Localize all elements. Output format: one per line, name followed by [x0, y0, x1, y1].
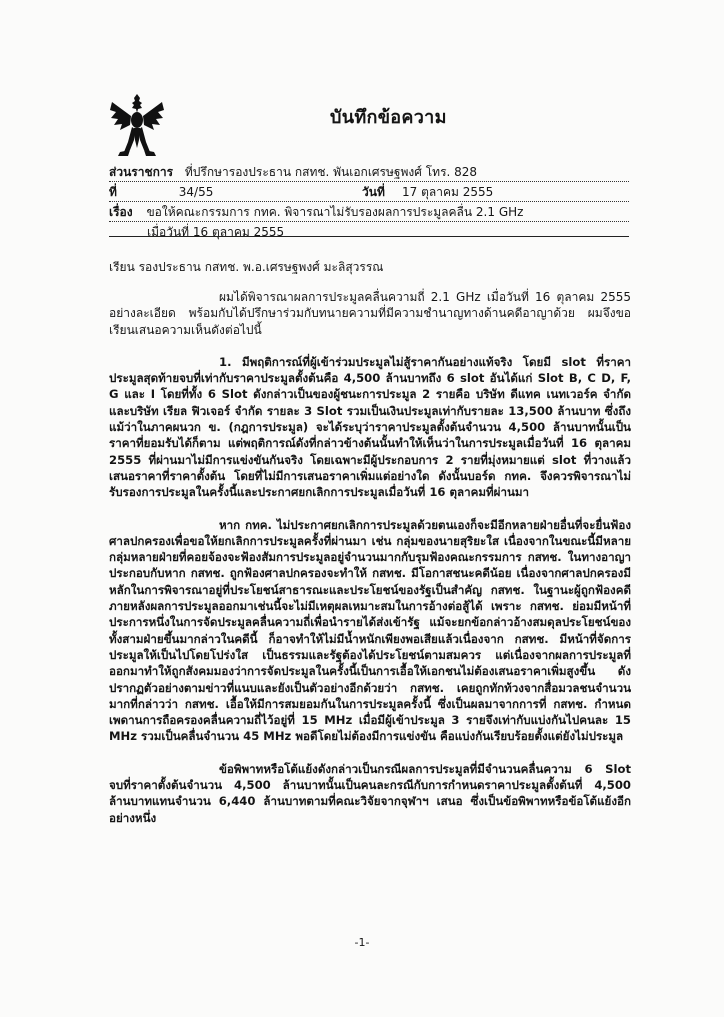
- body-paragraph: ผมได้พิจารณาผลการประมูลคลื่นความถี่ 2.1 GHz เมื่อวันที่ 16 ตุลาคม 2555 อย่างละเอียด พร้อมกับได้ปรึกษาร่วมกับทนายความที่มีความชำนาญทางด้านคดีอาญาด้วย ผมจึงขอเรียนเสนอความเห็นดังต่อไปนี้: [109, 290, 631, 337]
- subject-row: [109, 204, 629, 222]
- body-paragraph: ข้อพิพาทหรือโต้แย้งดังกล่าวเป็นกรณีผลการประมูลที่มีจำนวนคลื่นความ 6 Slot จบที่ราคาตั้งต้นจำนวน 4,500 ล้านบาทนั้นเป็นคนละกรณีกับการกำหนดราคาประมูลตั้งต้นที่ 4,500 ล้านบาทแทนจำนวน 6,440 ล้านบาทตามที่คณะวิจัยจากจุฬาฯ เสนอ ซึ่งเป็นข้อพิพาทหรือข้อโต้แย้งอีกอย่างหนึ่ง: [109, 761, 631, 825]
- subject-value-line2: เมื่อวันที่ 16 ตุลาคม 2555: [147, 225, 285, 239]
- agency-label: ส่วนราชการ: [109, 165, 174, 179]
- agency-value: ที่ปรึกษารองประธาน กสทช. พันเอกเศรษฐพงศ์ โทร. 828: [184, 165, 478, 179]
- body-paragraph: 1. มีพฤติการณ์ที่ผู้เข้าร่วมประมูลไม่สู้ราคากันอย่างแท้จริง โดยมี slot ที่ราคาประมูลสุดท้ายจบที่เท่ากับราคาประมูลตั้งต้นคือ 4,500 ล้านบาทถึง 6 slot อันได้แก่ Slot B, C D, F, G และ I โดยที่ทั้ง 6 Slot ดังกล่าวเป็นของผู้ชนะการประมูล 2 รายคือ บริษัท ดีแทค เนทเวอร์ค จำกัด และบริษัท เรียล ฟิวเจอร์ จำกัด รายละ 3 Slot รวมเป็นเงินประมูลเท่ากับรายละ 13,500 ล้านบาท ซึ่งถึงแม้ว่าในภาคผนวก ข. (กฎการประมูล) จะได้ระบุว่าราคาประมูลตั้งต้นจำนวน 4,500 ล้านบาทนั้นเป็นราคาที่ยอมรับได้ก็ตาม แต่พฤติการณ์ดังที่กล่าวข้างต้นนั้นทำให้เห็นว่าในการประมูลเมื่อวันที่ 16 ตุลาคม 2555 ที่ผ่านมาไม่มีการแข่งขันกันจริง โดยเฉพาะมีผู้ประกอบการ 2 รายที่มุ่งหมายแต่ slot ที่วางแล้วเสนอราคาที่ราคาตั้งต้น โดยที่ไม่มีการเสนอราคาเพิ่มแต่อย่างใด ดังนั้นบอร์ด กทค. จึงควรพิจารณาไม่รับรองการประมูลในครั้งนี้และประกาศยกเลิกการประมูลเมื่อวันที่ 16 ตุลาคมที่ผ่านมา: [109, 354, 631, 500]
- memo-header: [109, 164, 629, 241]
- reference-value: 34/55: [178, 185, 214, 199]
- garuda-emblem-icon: [108, 90, 166, 160]
- subject-value: ขอให้คณะกรรมการ กทค. พิจารณาไม่รับรองผลการประมูลคลื่น 2.1 GHz: [146, 205, 524, 219]
- reference-row: [109, 184, 629, 202]
- date-value: 17 ตุลาคม 2555: [402, 185, 494, 199]
- date-label: วันที่: [362, 185, 385, 199]
- subject-label: เรื่อง: [109, 205, 133, 219]
- subject-row-continued: [109, 224, 629, 241]
- memo-title: บันทึกข้อความ: [330, 107, 447, 128]
- body-paragraph: หาก กทค. ไม่ประกาศยกเลิกการประมูลด้วยตนเองก็จะมีอีกหลายฝ่ายอื่นที่จะยื่นฟ้องศาลปกครองเพื่อขอให้ยกเลิกการประมูลครั้งที่ผ่านมา เช่น กลุ่มของนายสุริยะใส เนื่องจากในขณะนี้มีหลายกลุ่มหลายฝ่ายที่คอยจ้องจะฟ้องสัมการประมูลอยู่จำนวนมากกับรุมฟ้องคณะกรรมการ กสทช. ในทางอาญา ประกอบกับหาก กสทช. ถูกฟ้องศาลปกครองจะทำให้ กสทช. มีโอกาสชนะคดีน้อย เนื่องจากศาลปกครองมีหลักในการพิจารณาอยู่ที่ประโยชน์สาธารณะและประโยชน์ของรัฐเป็นสำคัญ กสทช. ในฐานะผู้ถูกฟ้องคดีภายหลังผลการประมูลออกมาเช่นนี้จะไม่มีเหตุผลเหมาะสมในการอ้างต่อสู้ได้ เพราะ กสทช. ย่อมมีหน้าที่ประการหนึ่งในการจัดประมูลคลื่นความถี่เพื่อนำรายได้ส่งเข้ารัฐ แม้จะยกข้อกล่าวอ้างสมดุลประโยชน์ของทั้งสามฝ่ายขึ้นมากล่าวในคดีนี้ ก็อาจทำให้ไม่มีน้ำหนักเพียงพอเสียแล้วเนื่องจาก กสทช. มีหน้าที่จัดการประมูลให้เป็นไปโดยโปร่งใส เป็นธรรมและรัฐต้องได้ประโยชน์ตามสมควร แต่เนื่องจากผลการประมูลที่ออกมาทำให้ถูกสังคมมองว่าการจัดประมูลในครั้งนี้เป็นการเอื้อให้เอกชนไม่ต้องเสนอราคาเพิ่มสูงขึ้น ดังปรากฏตัวอย่างตามข่าวที่แนบและยังเป็นตัวอย่างอีกด้วยว่า กสทช. เคยถูกทักท้วงจากสื่อมวลชนจำนวนมากที่กล่าวว่า กสทช. เอื้อให้มีการสมยอมกันในการประมูลครั้งนี้ ซึ่งเป็นผลมาจากการที่ กสทช. กำหนดเพดานการถือครองคลื่นความถี่ไว้อยู่ที่ 15 MHz เมื่อมีผู้เข้าประมูล 3 รายจึงเท่ากับแบ่งกันไปคนละ 15 MHz รวมเป็นคลื่นจำนวน 45 MHz พอดีโดยไม่ต้องมีการแข่งขัน คือแบ่งกันเรียบร้อยตั้งแต่ยังไม่ประมูล: [109, 517, 631, 744]
- agency-row: [109, 164, 629, 182]
- header-divider: [109, 236, 629, 237]
- memo-body: [109, 289, 631, 842]
- salutation: เรียน รองประธาน กสทช. พ.อ.เศรษฐพงศ์ มะลิสุวรรณ: [109, 260, 384, 274]
- reference-label: ที่: [109, 185, 117, 199]
- page-number: -1-: [354, 936, 370, 949]
